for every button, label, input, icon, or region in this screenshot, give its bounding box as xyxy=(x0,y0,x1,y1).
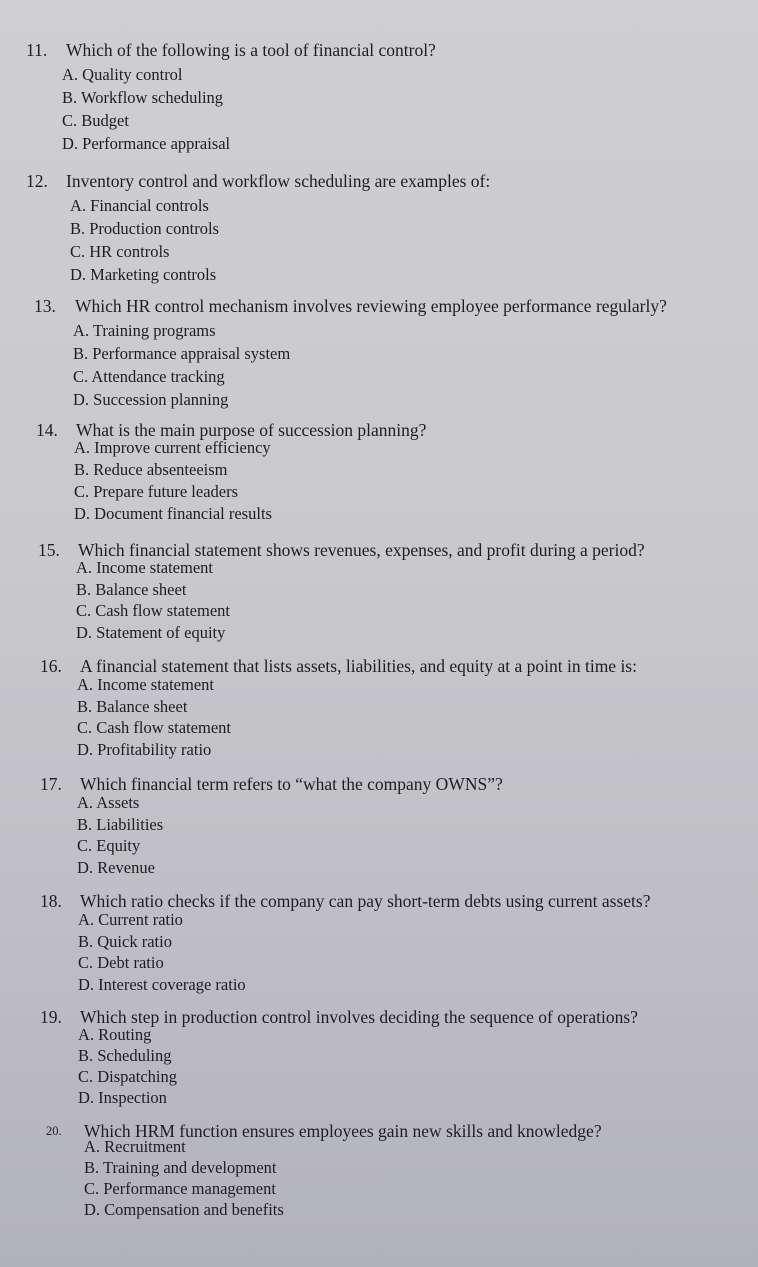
option-list xyxy=(0,194,758,286)
option-b: B. Training and development xyxy=(84,1158,277,1177)
option-a: A. Recruitment xyxy=(84,1137,186,1156)
question-14 xyxy=(0,417,758,525)
option-list xyxy=(0,319,758,411)
option-c: C. Cash flow statement xyxy=(77,718,231,737)
question-19 xyxy=(0,1004,758,1108)
question-number: 16. xyxy=(40,656,62,676)
option-d: D. Profitability ratio xyxy=(77,739,212,759)
option-c: C. Dispatching xyxy=(78,1067,177,1086)
question-text: Inventory control and workflow scheduling are examples of: xyxy=(66,171,491,191)
option-a: A. Income statement xyxy=(77,675,214,694)
question-text: Which ratio checks if the company can pay short-term debts using current assets? xyxy=(80,891,651,911)
option-b: B. Balance sheet xyxy=(76,579,187,599)
question-12 xyxy=(0,168,758,286)
option-c: C. Prepare future leaders xyxy=(74,482,239,501)
question-13 xyxy=(0,293,758,411)
question-number: 19. xyxy=(40,1007,62,1027)
question-text: Which HRM function ensures employees gain new skills and knowledge? xyxy=(84,1121,602,1141)
option-b: B. Reduce absenteeism xyxy=(74,460,228,479)
option-a: A. Routing xyxy=(78,1025,152,1044)
option-c: C. Cash flow statement xyxy=(76,601,230,620)
option-c: C. HR controls xyxy=(70,242,170,261)
option-a: A. Quality control xyxy=(62,65,183,84)
option-a: A. Assets xyxy=(77,793,140,812)
option-list xyxy=(0,792,758,878)
question-header xyxy=(0,1118,758,1144)
option-b: B. Scheduling xyxy=(78,1046,172,1065)
option-c: C. Equity xyxy=(77,836,141,855)
question-number: 20. xyxy=(46,1124,62,1138)
question-number: 12. xyxy=(26,171,48,191)
question-11 xyxy=(0,37,758,155)
option-d: D. Performance appraisal xyxy=(62,134,231,153)
question-number: 17. xyxy=(40,774,62,794)
question-text: What is the main purpose of succession planning? xyxy=(76,420,427,440)
question-number: 18. xyxy=(40,891,62,911)
question-header xyxy=(0,168,758,194)
option-d: D. Statement of equity xyxy=(76,622,226,642)
option-a: A. Income statement xyxy=(76,558,213,577)
option-b: B. Quick ratio xyxy=(78,931,172,951)
option-c: C. Budget xyxy=(62,111,129,130)
question-header xyxy=(0,1004,758,1030)
option-a: A. Current ratio xyxy=(78,910,183,929)
question-text: Which step in production control involves deciding the sequence of operations? xyxy=(80,1007,638,1027)
option-a: A. Training programs xyxy=(73,321,216,340)
option-d: D. Document financial results xyxy=(74,504,272,523)
option-b: B. Balance sheet xyxy=(77,696,188,716)
question-text: Which of the following is a tool of financial control? xyxy=(66,40,436,60)
question-text: Which financial term refers to “what the company OWNS”? xyxy=(80,774,503,794)
question-18 xyxy=(0,888,758,995)
question-number: 15. xyxy=(38,540,60,560)
option-a: A. Financial controls xyxy=(70,196,209,215)
option-list xyxy=(0,557,758,643)
question-16 xyxy=(0,653,758,760)
option-a: A. Improve current efficiency xyxy=(74,438,271,457)
option-c: C. Performance management xyxy=(84,1179,276,1198)
option-d: D. Revenue xyxy=(77,857,155,877)
option-d: D. Inspection xyxy=(78,1088,167,1107)
option-c: C. Debt ratio xyxy=(78,953,164,972)
question-number: 14. xyxy=(36,420,58,440)
option-b: B. Production controls xyxy=(70,219,219,238)
option-c: C. Attendance tracking xyxy=(73,367,225,386)
question-header xyxy=(0,37,758,63)
option-d: D. Interest coverage ratio xyxy=(78,974,246,994)
option-list xyxy=(0,1136,758,1220)
question-17 xyxy=(0,771,758,878)
question-header xyxy=(0,771,758,797)
question-text: A financial statement that lists assets, liabilities, and equity at a point in time is: xyxy=(80,656,637,676)
option-d: D. Compensation and benefits xyxy=(84,1200,284,1219)
option-list xyxy=(0,437,758,525)
question-header xyxy=(0,888,758,914)
question-number: 13. xyxy=(34,296,56,316)
question-header xyxy=(0,293,758,319)
question-number: 11. xyxy=(26,40,48,60)
option-d: D. Marketing controls xyxy=(70,265,217,284)
question-text: Which financial statement shows revenues, expenses, and profit during a period? xyxy=(78,540,645,560)
question-header xyxy=(0,653,758,679)
option-list xyxy=(0,63,758,155)
option-d: D. Succession planning xyxy=(73,390,229,409)
option-list xyxy=(0,909,758,995)
question-header xyxy=(0,417,758,443)
option-b: B. Liabilities xyxy=(77,814,164,834)
question-15 xyxy=(0,537,758,643)
option-list xyxy=(0,1024,758,1108)
question-text: Which HR control mechanism involves reviewing employee performance regularly? xyxy=(75,296,667,316)
option-list xyxy=(0,674,758,760)
option-b: B. Performance appraisal system xyxy=(73,344,291,363)
option-b: B. Workflow scheduling xyxy=(62,88,224,107)
question-20 xyxy=(0,1118,758,1220)
question-header xyxy=(0,537,758,563)
